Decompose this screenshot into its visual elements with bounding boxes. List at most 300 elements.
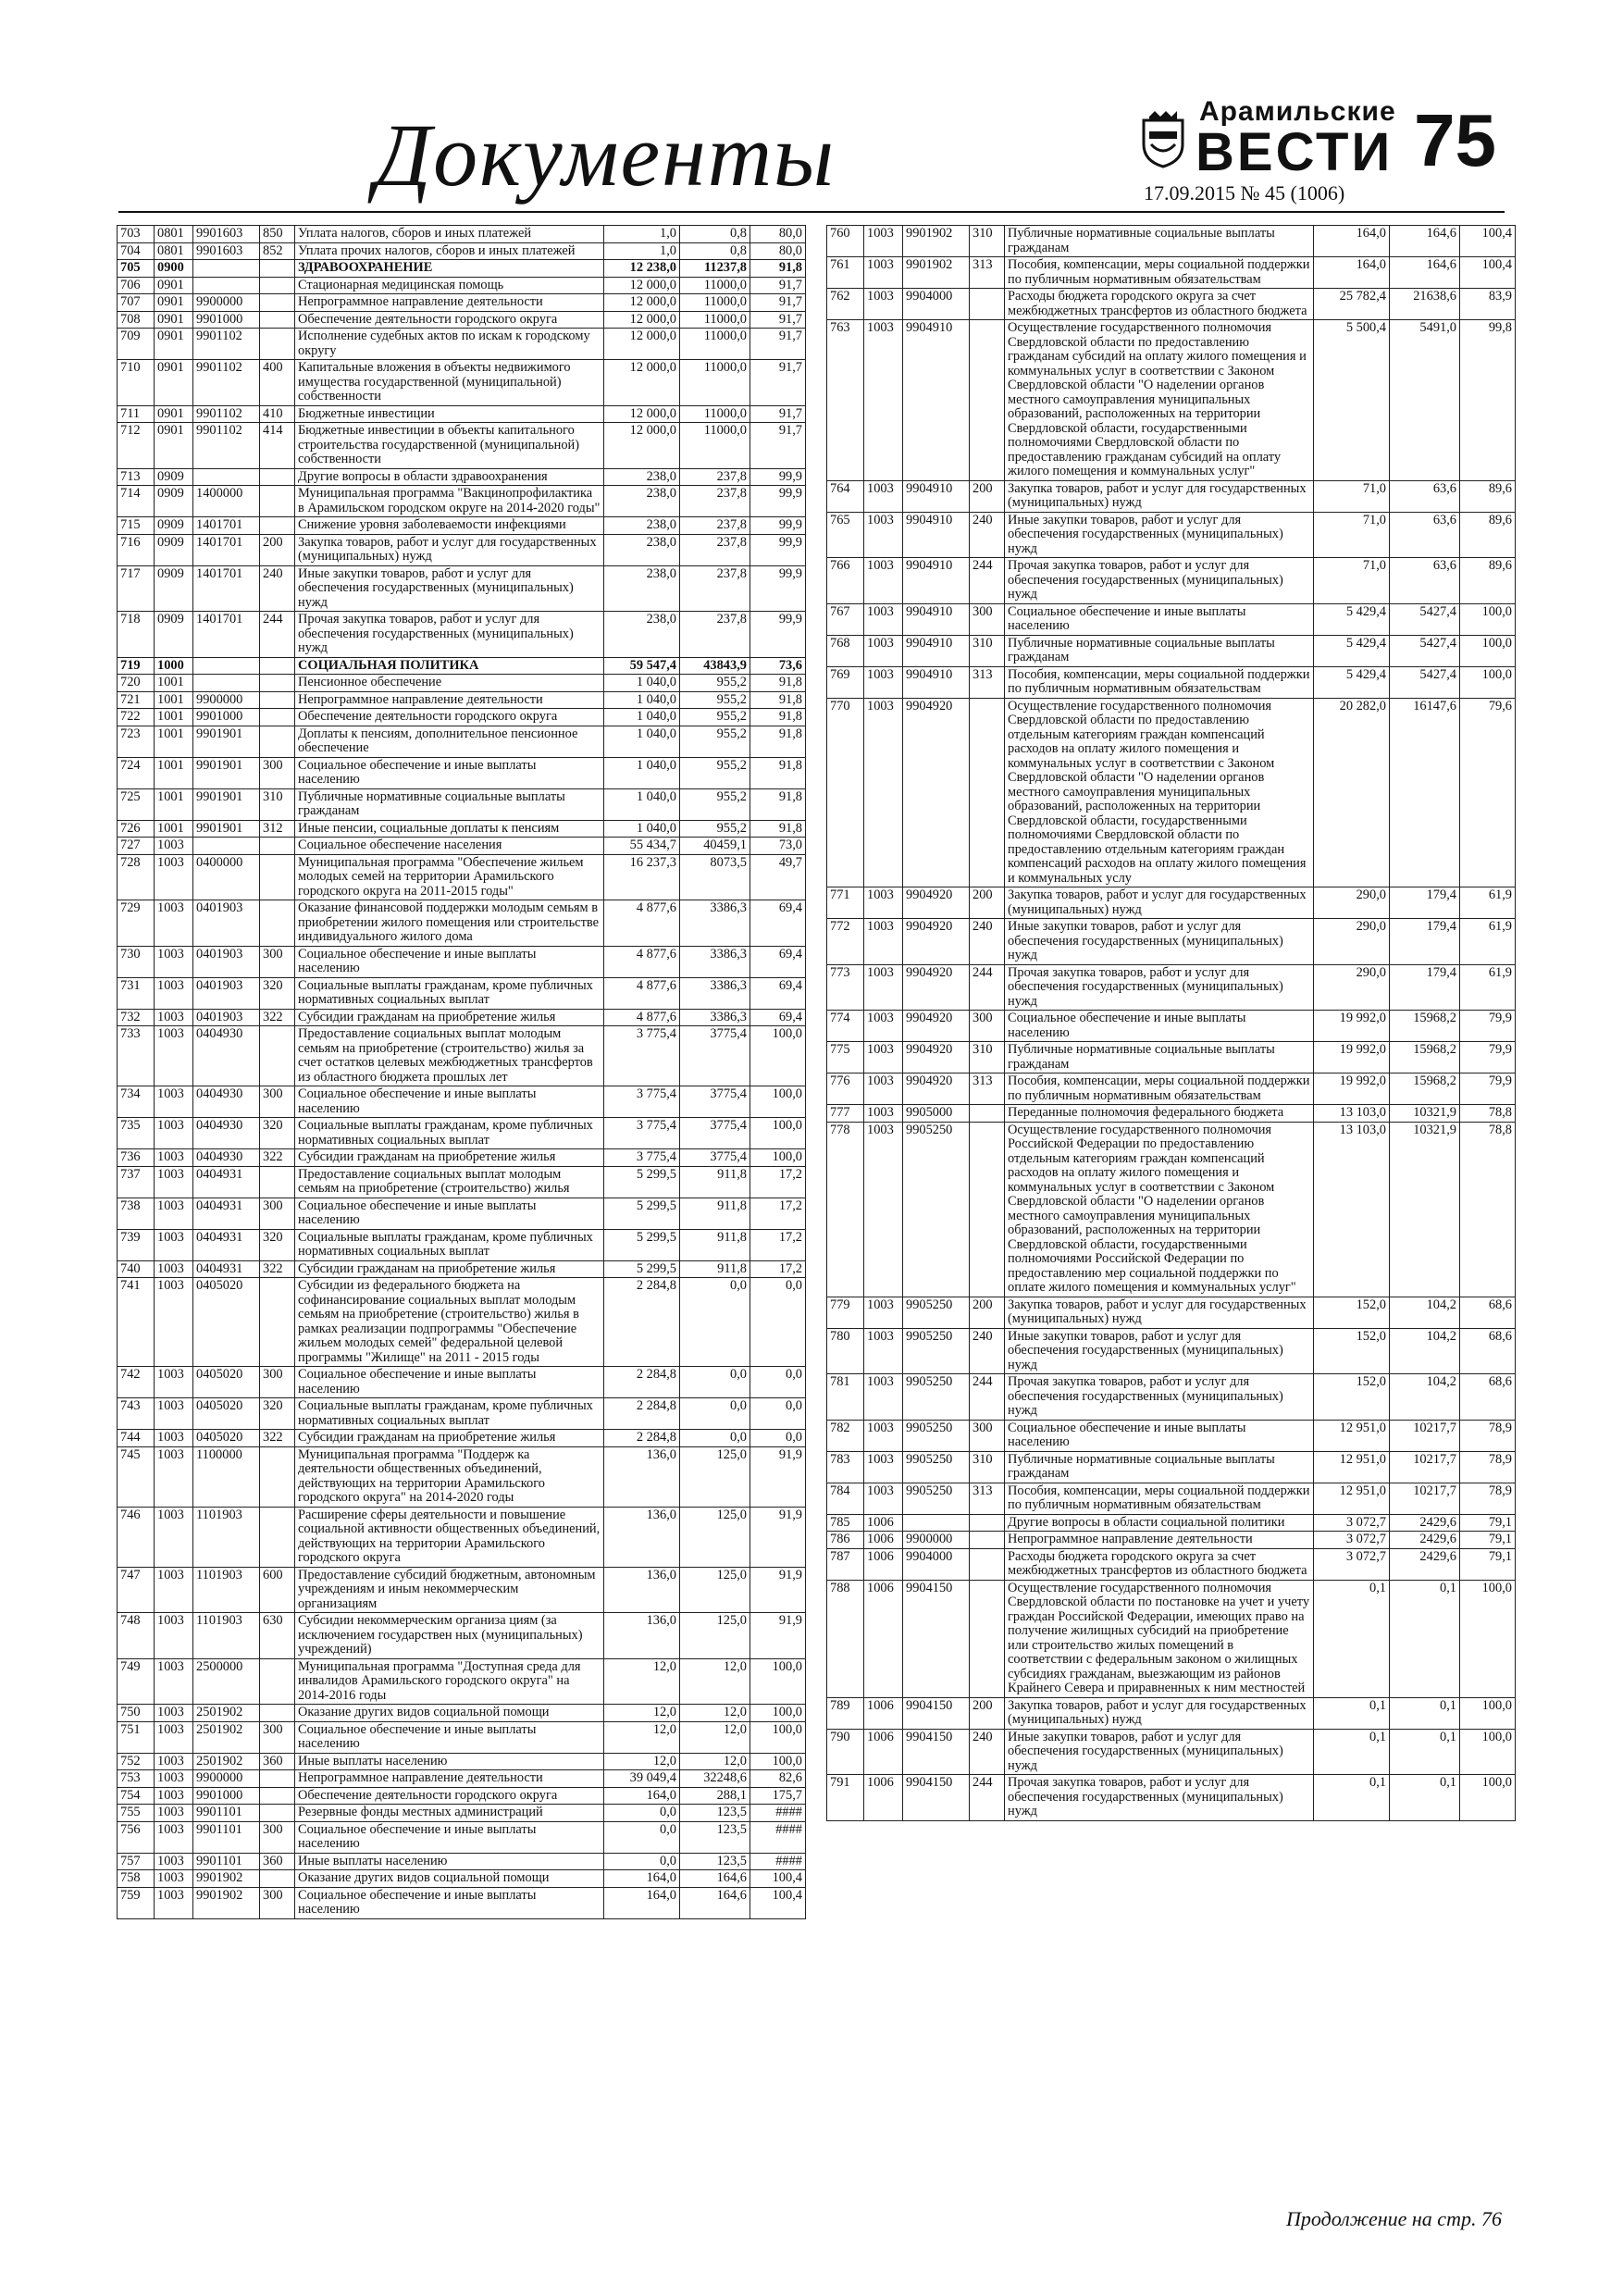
- planned-amount-cell: 290,0: [1314, 887, 1390, 919]
- executed-amount-cell: 0,1: [1390, 1729, 1460, 1775]
- table-row: [118, 977, 806, 1009]
- row-number-cell: 782: [827, 1420, 864, 1451]
- expense-type-cell: [970, 1580, 1005, 1697]
- row-number-cell: 732: [118, 1009, 155, 1026]
- percent-executed-cell: 73,6: [750, 657, 806, 675]
- target-code-cell: 9901102: [193, 423, 260, 469]
- target-code-cell: 1401701: [193, 565, 260, 612]
- percent-executed-cell: 100,0: [1460, 1729, 1516, 1775]
- percent-executed-cell: 78,8: [1460, 1122, 1516, 1297]
- executed-amount-cell: 3386,3: [680, 977, 750, 1009]
- percent-executed-cell: 175,7: [750, 1787, 806, 1805]
- planned-amount-cell: 59 547,4: [604, 657, 680, 675]
- percent-executed-cell: 91,8: [750, 820, 806, 838]
- expense-type-cell: [970, 698, 1005, 887]
- percent-executed-cell: 17,2: [750, 1198, 806, 1229]
- percent-executed-cell: 91,8: [750, 675, 806, 692]
- target-code-cell: 1100000: [193, 1446, 260, 1507]
- table-row: [118, 1398, 806, 1430]
- section-code-cell: 0901: [155, 405, 193, 423]
- planned-amount-cell: 2 284,8: [604, 1430, 680, 1447]
- executed-amount-cell: 15968,2: [1390, 1011, 1460, 1042]
- table-row: [827, 1042, 1516, 1074]
- section-code-cell: 0900: [155, 260, 193, 278]
- section-code-cell: 1003: [155, 1260, 193, 1278]
- section-code-cell: 1003: [155, 1567, 193, 1613]
- expense-type-cell: 630: [260, 1613, 295, 1659]
- expense-type-cell: 300: [260, 1198, 295, 1229]
- executed-amount-cell: 123,5: [680, 1821, 750, 1853]
- section-code-cell: 1001: [155, 726, 193, 757]
- table-row: [827, 1548, 1516, 1580]
- percent-executed-cell: 100,0: [1460, 1580, 1516, 1697]
- percent-executed-cell: 91,8: [750, 757, 806, 788]
- expense-type-cell: 313: [970, 1483, 1005, 1514]
- row-number-cell: 726: [118, 820, 155, 838]
- percent-executed-cell: 0,0: [750, 1367, 806, 1398]
- executed-amount-cell: 911,8: [680, 1166, 750, 1198]
- expense-type-cell: [260, 311, 295, 329]
- table-row: [827, 289, 1516, 320]
- section-code-cell: 1003: [155, 1805, 193, 1822]
- expense-type-cell: 300: [260, 946, 295, 977]
- expense-type-cell: [260, 709, 295, 726]
- executed-amount-cell: 11000,0: [680, 423, 750, 469]
- percent-executed-cell: 99,9: [750, 565, 806, 612]
- section-code-cell: 0901: [155, 294, 193, 312]
- section-code-cell: 1003: [864, 512, 903, 558]
- executed-amount-cell: 11000,0: [680, 294, 750, 312]
- section-code-cell: 0909: [155, 486, 193, 517]
- percent-executed-cell: 91,7: [750, 405, 806, 423]
- executed-amount-cell: 288,1: [680, 1787, 750, 1805]
- executed-amount-cell: 955,2: [680, 820, 750, 838]
- executed-amount-cell: 11000,0: [680, 277, 750, 294]
- section-code-cell: 1006: [864, 1775, 903, 1821]
- section-code-cell: 1001: [155, 691, 193, 709]
- section-code-cell: 1006: [864, 1548, 903, 1580]
- expense-type-cell: 240: [970, 1729, 1005, 1775]
- section-code-cell: 0909: [155, 517, 193, 535]
- planned-amount-cell: 238,0: [604, 468, 680, 486]
- target-code-cell: 1101903: [193, 1567, 260, 1613]
- target-code-cell: 1401701: [193, 517, 260, 535]
- executed-amount-cell: 0,1: [1390, 1775, 1460, 1821]
- expense-type-cell: 244: [260, 612, 295, 658]
- row-number-cell: 708: [118, 311, 155, 329]
- description-cell: Субсидии некоммерческим организа циям (за исключением государствен ных (муниципальных) учреждений): [295, 1613, 604, 1659]
- expense-type-cell: 313: [970, 666, 1005, 698]
- table-row: [118, 1118, 806, 1149]
- target-code-cell: 9901901: [193, 726, 260, 757]
- description-cell: Субсидии из федерального бюджета на софинансирование социальных выплат молодым семьям на приобретение (строительство) жилья в рамках реализации подпрограммы "Обеспечение жильем молодых семей" федеральной целевой программы "Жилище" на 2011 - 2015 годы: [295, 1278, 604, 1367]
- planned-amount-cell: 290,0: [1314, 919, 1390, 965]
- section-code-cell: 1003: [864, 1420, 903, 1451]
- section-code-cell: 1003: [864, 1328, 903, 1374]
- row-number-cell: 740: [118, 1260, 155, 1278]
- table-row: [827, 964, 1516, 1011]
- table-row: [118, 294, 806, 312]
- target-code-cell: 0401903: [193, 977, 260, 1009]
- section-code-cell: 1003: [155, 1705, 193, 1722]
- table-row: [827, 1122, 1516, 1297]
- section-code-cell: 0909: [155, 565, 193, 612]
- planned-amount-cell: 19 992,0: [1314, 1042, 1390, 1074]
- percent-executed-cell: 89,6: [1460, 480, 1516, 512]
- target-code-cell: 9901902: [193, 1887, 260, 1918]
- target-code-cell: 9905250: [903, 1122, 970, 1297]
- table-row: [827, 226, 1516, 257]
- executed-amount-cell: 164,6: [1390, 226, 1460, 257]
- percent-executed-cell: 78,8: [1460, 1105, 1516, 1123]
- target-code-cell: 9901102: [193, 360, 260, 406]
- executed-amount-cell: 3775,4: [680, 1086, 750, 1118]
- planned-amount-cell: 1,0: [604, 226, 680, 243]
- planned-amount-cell: 164,0: [604, 1870, 680, 1888]
- expense-type-cell: 300: [260, 1721, 295, 1753]
- section-code-cell: 1003: [864, 1374, 903, 1421]
- row-number-cell: 778: [827, 1122, 864, 1297]
- section-code-cell: 1003: [155, 1229, 193, 1260]
- target-code-cell: 0404931: [193, 1198, 260, 1229]
- description-cell: Расширение сферы деятельности и повышение социальной активности общественных объединений, действующих на территории Арамильского городского округа: [295, 1507, 604, 1567]
- section-code-cell: 1006: [864, 1580, 903, 1697]
- section-code-cell: 1003: [864, 1042, 903, 1074]
- section-code-cell: 1003: [155, 1658, 193, 1705]
- description-cell: Прочая закупка товаров, работ и услуг для обеспечения государственных (муниципальных) нужд: [1005, 964, 1314, 1011]
- target-code-cell: 1101903: [193, 1507, 260, 1567]
- planned-amount-cell: 152,0: [1314, 1374, 1390, 1421]
- row-number-cell: 754: [118, 1787, 155, 1805]
- expense-type-cell: 320: [260, 1398, 295, 1430]
- expense-type-cell: [970, 289, 1005, 320]
- percent-executed-cell: 79,9: [1460, 1042, 1516, 1074]
- description-cell: Закупка товаров, работ и услуг для государственных (муниципальных) нужд: [1005, 1697, 1314, 1729]
- planned-amount-cell: 1 040,0: [604, 691, 680, 709]
- target-code-cell: 9901101: [193, 1853, 260, 1870]
- description-cell: Непрограммное направление деятельности: [295, 1770, 604, 1788]
- table-row: [827, 635, 1516, 666]
- table-row: [827, 1011, 1516, 1042]
- section-code-cell: 1003: [864, 558, 903, 604]
- expense-type-cell: [260, 1805, 295, 1822]
- section-code-cell: 0801: [155, 242, 193, 260]
- row-number-cell: 725: [118, 788, 155, 820]
- planned-amount-cell: 19 992,0: [1314, 1074, 1390, 1105]
- planned-amount-cell: 1 040,0: [604, 757, 680, 788]
- percent-executed-cell: 69,4: [750, 900, 806, 947]
- planned-amount-cell: 136,0: [604, 1567, 680, 1613]
- target-code-cell: 9904920: [903, 698, 970, 887]
- expense-type-cell: 300: [260, 1367, 295, 1398]
- row-number-cell: 788: [827, 1580, 864, 1697]
- percent-executed-cell: 91,8: [750, 691, 806, 709]
- percent-executed-cell: 99,9: [750, 612, 806, 658]
- planned-amount-cell: 12 000,0: [604, 360, 680, 406]
- expense-type-cell: 322: [260, 1009, 295, 1026]
- target-code-cell: [193, 468, 260, 486]
- table-row: [118, 1613, 806, 1659]
- expense-type-cell: 240: [260, 565, 295, 612]
- expense-type-cell: 313: [970, 257, 1005, 289]
- executed-amount-cell: 104,2: [1390, 1328, 1460, 1374]
- row-number-cell: 722: [118, 709, 155, 726]
- table-row: [118, 1149, 806, 1167]
- percent-executed-cell: 79,6: [1460, 698, 1516, 887]
- executed-amount-cell: 5427,4: [1390, 635, 1460, 666]
- executed-amount-cell: 179,4: [1390, 919, 1460, 965]
- percent-executed-cell: 99,8: [1460, 320, 1516, 481]
- row-number-cell: 787: [827, 1548, 864, 1580]
- section-code-cell: 1003: [155, 1118, 193, 1149]
- expense-type-cell: 300: [260, 1887, 295, 1918]
- table-row: [118, 1086, 806, 1118]
- planned-amount-cell: 1 040,0: [604, 820, 680, 838]
- target-code-cell: 9900000: [903, 1532, 970, 1549]
- percent-executed-cell: 91,9: [750, 1446, 806, 1507]
- section-code-cell: 1003: [864, 666, 903, 698]
- description-cell: Переданные полномочия федерального бюджета: [1005, 1105, 1314, 1123]
- expense-type-cell: [260, 1446, 295, 1507]
- description-cell: Оказание финансовой поддержки молодым семьям в приобретении жилого помещения или строительстве индивидуального жилого дома: [295, 900, 604, 947]
- table-row: [827, 1514, 1516, 1532]
- percent-executed-cell: 99,9: [750, 534, 806, 565]
- target-code-cell: 9904910: [903, 512, 970, 558]
- section-code-cell: 1003: [864, 919, 903, 965]
- description-cell: Иные закупки товаров, работ и услуг для обеспечения государственных (муниципальных) нужд: [1005, 1729, 1314, 1775]
- row-number-cell: 746: [118, 1507, 155, 1567]
- header-rule: [118, 211, 1505, 213]
- planned-amount-cell: 4 877,6: [604, 946, 680, 977]
- target-code-cell: 1401701: [193, 612, 260, 658]
- table-row: [827, 1532, 1516, 1549]
- description-cell: Прочая закупка товаров, работ и услуг для обеспечения государственных (муниципальных) нужд: [1005, 1374, 1314, 1421]
- row-number-cell: 780: [827, 1328, 864, 1374]
- executed-amount-cell: 0,0: [680, 1367, 750, 1398]
- planned-amount-cell: 1,0: [604, 242, 680, 260]
- planned-amount-cell: 136,0: [604, 1507, 680, 1567]
- description-cell: Бюджетные инвестиции: [295, 405, 604, 423]
- target-code-cell: 2501902: [193, 1721, 260, 1753]
- expense-type-cell: 322: [260, 1149, 295, 1167]
- table-row: [827, 666, 1516, 698]
- planned-amount-cell: 1 040,0: [604, 709, 680, 726]
- row-number-cell: 714: [118, 486, 155, 517]
- section-code-cell: 1003: [155, 1613, 193, 1659]
- table-row: [118, 675, 806, 692]
- table-row: [118, 1567, 806, 1613]
- executed-amount-cell: 10217,7: [1390, 1451, 1460, 1483]
- planned-amount-cell: 12 000,0: [604, 311, 680, 329]
- section-code-cell: 1003: [864, 635, 903, 666]
- expense-type-cell: 322: [260, 1430, 295, 1447]
- table-row: [118, 709, 806, 726]
- table-row: [118, 900, 806, 947]
- executed-amount-cell: 11000,0: [680, 360, 750, 406]
- description-cell: Иные закупки товаров, работ и услуг для обеспечения государственных (муниципальных) нужд: [1005, 919, 1314, 965]
- executed-amount-cell: 164,6: [1390, 257, 1460, 289]
- executed-amount-cell: 123,5: [680, 1805, 750, 1822]
- description-cell: Расходы бюджета городского округа за счет межбюджетных трансфертов из областного бюджета: [1005, 289, 1314, 320]
- section-code-cell: 1003: [155, 1026, 193, 1086]
- executed-amount-cell: 0,8: [680, 242, 750, 260]
- table-row: [118, 468, 806, 486]
- planned-amount-cell: 0,0: [604, 1821, 680, 1853]
- expense-type-cell: [260, 1787, 295, 1805]
- table-row: [118, 726, 806, 757]
- description-cell: Иные выплаты населению: [295, 1753, 604, 1770]
- executed-amount-cell: 3775,4: [680, 1149, 750, 1167]
- description-cell: Осуществление государственного полномочия Свердловской области по постановке на учет и учету граждан Российской Федерации, имеющих право на получение жилищных субсидий на приобретение или строительство жилых помещений в соответствии с федеральным законом о жилищных субсидиях гражданам, выезжающим из районов Крайнего Севера и приравненных к ним местностей: [1005, 1580, 1314, 1697]
- table-row: [827, 919, 1516, 965]
- expense-type-cell: 410: [260, 405, 295, 423]
- table-row: [827, 257, 1516, 289]
- section-code-cell: 1003: [864, 887, 903, 919]
- table-row: [118, 1278, 806, 1367]
- expense-type-cell: [260, 691, 295, 709]
- expense-type-cell: [260, 1870, 295, 1888]
- target-code-cell: 0404931: [193, 1229, 260, 1260]
- city-crest-icon: [1140, 111, 1186, 168]
- description-cell: СОЦИАЛЬНАЯ ПОЛИТИКА: [295, 657, 604, 675]
- table-row: [118, 1166, 806, 1198]
- percent-executed-cell: 100,0: [750, 1149, 806, 1167]
- description-cell: Субсидии гражданам на приобретение жилья: [295, 1260, 604, 1278]
- target-code-cell: 1400000: [193, 486, 260, 517]
- row-number-cell: 773: [827, 964, 864, 1011]
- table-row: [118, 1260, 806, 1278]
- description-cell: Социальное обеспечение и иные выплаты населению: [295, 946, 604, 977]
- expense-type-cell: 244: [970, 1775, 1005, 1821]
- planned-amount-cell: 5 500,4: [1314, 320, 1390, 481]
- expense-type-cell: 600: [260, 1567, 295, 1613]
- table-row: [118, 277, 806, 294]
- planned-amount-cell: 3 775,4: [604, 1026, 680, 1086]
- planned-amount-cell: 238,0: [604, 486, 680, 517]
- percent-executed-cell: 91,9: [750, 1507, 806, 1567]
- target-code-cell: 9905250: [903, 1374, 970, 1421]
- target-code-cell: 9904150: [903, 1580, 970, 1697]
- percent-executed-cell: 78,9: [1460, 1420, 1516, 1451]
- table-row: [118, 1198, 806, 1229]
- planned-amount-cell: 12,0: [604, 1658, 680, 1705]
- row-number-cell: 723: [118, 726, 155, 757]
- section-code-cell: 1003: [864, 603, 903, 635]
- expense-type-cell: [260, 486, 295, 517]
- table-row: [827, 1451, 1516, 1483]
- section-code-cell: 0909: [155, 612, 193, 658]
- planned-amount-cell: 12 951,0: [1314, 1451, 1390, 1483]
- table-row: [118, 360, 806, 406]
- description-cell: Осуществление государственного полномочия Свердловской области по предоставлению гражданам субсидий на оплату жилого помещения и коммунальных услуг в соответствии с Законом Свердловской области "О наделении органов местного самоуправления муниципальных образований, расположенных на территории Свердловской области, государственными полномочиями Свердловской области по предоставлению гражданам субсидий на оплату жилого помещения и коммунальных услуг": [1005, 320, 1314, 481]
- row-number-cell: 758: [118, 1870, 155, 1888]
- row-number-cell: 727: [118, 838, 155, 855]
- expense-type-cell: 310: [260, 788, 295, 820]
- planned-amount-cell: 12,0: [604, 1721, 680, 1753]
- budget-table-right: [826, 225, 1516, 1821]
- target-code-cell: 9904150: [903, 1697, 970, 1729]
- target-code-cell: 0405020: [193, 1430, 260, 1447]
- executed-amount-cell: 15968,2: [1390, 1042, 1460, 1074]
- row-number-cell: 783: [827, 1451, 864, 1483]
- percent-executed-cell: 100,4: [1460, 257, 1516, 289]
- description-cell: Снижение уровня заболеваемости инфекциями: [295, 517, 604, 535]
- table-row: [827, 512, 1516, 558]
- issue-date: 17.09.2015 № 45 (1006): [1144, 181, 1345, 205]
- table-row: [118, 788, 806, 820]
- description-cell: Социальное обеспечение населения: [295, 838, 604, 855]
- expense-type-cell: [970, 1122, 1005, 1297]
- executed-amount-cell: 21638,6: [1390, 289, 1460, 320]
- section-code-cell: 1003: [864, 1483, 903, 1514]
- planned-amount-cell: 2 284,8: [604, 1367, 680, 1398]
- planned-amount-cell: 3 775,4: [604, 1149, 680, 1167]
- description-cell: Социальные выплаты гражданам, кроме публичных нормативных социальных выплат: [295, 1229, 604, 1260]
- table-row: [118, 405, 806, 423]
- target-code-cell: 9904910: [903, 480, 970, 512]
- section-code-cell: 1003: [155, 838, 193, 855]
- section-code-cell: 0901: [155, 360, 193, 406]
- target-code-cell: 2500000: [193, 1658, 260, 1705]
- section-code-cell: 1003: [155, 1149, 193, 1167]
- percent-executed-cell: 0,0: [750, 1278, 806, 1367]
- percent-executed-cell: 80,0: [750, 242, 806, 260]
- table-row: [827, 698, 1516, 887]
- table-row: [118, 1705, 806, 1722]
- percent-executed-cell: 100,0: [750, 1086, 806, 1118]
- executed-amount-cell: 32248,6: [680, 1770, 750, 1788]
- section-code-cell: 1003: [864, 698, 903, 887]
- description-cell: Непрограммное направление деятельности: [1005, 1532, 1314, 1549]
- target-code-cell: 9904910: [903, 635, 970, 666]
- target-code-cell: 9904910: [903, 603, 970, 635]
- expense-type-cell: 240: [970, 512, 1005, 558]
- expense-type-cell: [260, 329, 295, 360]
- section-code-cell: 0909: [155, 534, 193, 565]
- description-cell: Социальное обеспечение и иные выплаты населению: [1005, 1420, 1314, 1451]
- description-cell: Прочая закупка товаров, работ и услуг для обеспечения государственных (муниципальных) нужд: [1005, 1775, 1314, 1821]
- target-code-cell: [193, 657, 260, 675]
- target-code-cell: 9904910: [903, 666, 970, 698]
- percent-executed-cell: 100,0: [1460, 635, 1516, 666]
- planned-amount-cell: 164,0: [1314, 257, 1390, 289]
- executed-amount-cell: 104,2: [1390, 1297, 1460, 1328]
- planned-amount-cell: 13 103,0: [1314, 1122, 1390, 1297]
- row-number-cell: 755: [118, 1805, 155, 1822]
- section-code-cell: 1006: [864, 1729, 903, 1775]
- description-cell: Муниципальная программа "Вакцинопрофилактика в Арамильском городском округе на 2014-2020 годы": [295, 486, 604, 517]
- table-row: [118, 854, 806, 900]
- target-code-cell: 9901901: [193, 820, 260, 838]
- planned-amount-cell: 0,0: [604, 1853, 680, 1870]
- planned-amount-cell: 12 951,0: [1314, 1420, 1390, 1451]
- executed-amount-cell: 0,8: [680, 226, 750, 243]
- logo-main-text: ВЕСТИ: [1196, 122, 1394, 182]
- row-number-cell: 791: [827, 1775, 864, 1821]
- percent-executed-cell: 99,9: [750, 486, 806, 517]
- expense-type-cell: [260, 1026, 295, 1086]
- percent-executed-cell: 100,0: [750, 1658, 806, 1705]
- expense-type-cell: 200: [260, 534, 295, 565]
- percent-executed-cell: 79,1: [1460, 1532, 1516, 1549]
- planned-amount-cell: 12 238,0: [604, 260, 680, 278]
- table-row: [118, 534, 806, 565]
- row-number-cell: 704: [118, 242, 155, 260]
- expense-type-cell: 310: [970, 635, 1005, 666]
- percent-executed-cell: 78,9: [1460, 1451, 1516, 1483]
- table-row: [827, 1328, 1516, 1374]
- section-code-cell: 1003: [155, 1853, 193, 1870]
